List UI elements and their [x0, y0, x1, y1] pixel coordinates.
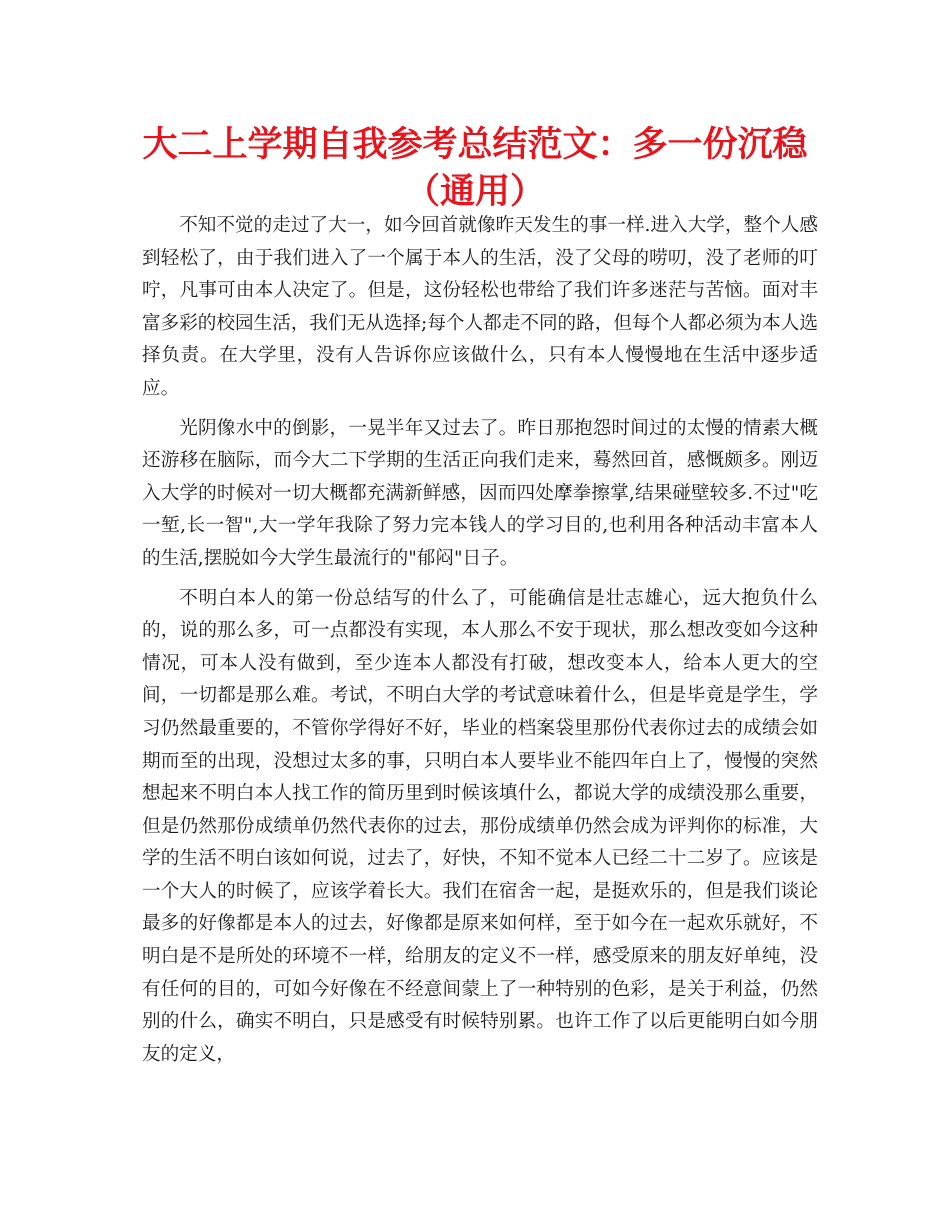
document-body: [142, 210, 818, 1071]
paragraph-3: 不明白本人的第一份总结写的什么了，可能确信是壮志雄心，远大抱负什么的，说的那么多，可一点都没有实现，本人那么不安于现状，那么想改变如今这种情况，可本人没有做到，至少连本人都没有打破，想改变本人，给本人更大的空间，一切都是那么难。考试，不明白大学的考试意味着什么，但是毕竟是学生，学习仍然最重要的，不管你学得好不好，毕业的档案袋里那份代表你过去的成绩会如期而至的出现，没想过太多的事，只明白本人要毕业不能四年白上了，慢慢的突然想起来不明白本人找工作的简历里到时候该填什么，都说大学的成绩没那么重要，但是仍然那份成绩单仍然代表你的过去，那份成绩单仍然会成为评判你的标准，大学的生活不明白该如何说，过去了，好快，不知不觉本人已经二十二岁了。应该是一个大人的时候了，应该学着长大。我们在宿舍一起，是挺欢乐的，但是我们谈论最多的好像都是本人的过去，好像都是原来如何样，至于如今在一起欢乐就好，不明白是不是所处的环境不一样，给朋友的定义不一样，感受原来的朋友好单纯，没有任何的目的，可如今好像在不经意间蒙上了一种特别的色彩，是关于利益，仍然别的什么，确实不明白，只是感受有时候特别累。也许工作了以后更能明白如今朋友的定义，: [142, 587, 818, 1065]
paragraph-2: 光阴像水中的倒影，一晃半年又过去了。昨日那抱怨时间过的太慢的情素大概还游移在脑际，而今大二下学期的生活正向我们走来，蓦然回首，感慨颇多。刚迈入大学的时候对一切大概都充满新鲜感，因而四处摩拳擦掌,结果碰壁较多.不过"吃一堑,长一智",大一学年我除了努力完本钱人的学习目的,也利用各种活动丰富本人的生活,摆脱如今大学生最流行的"郁闷"日子。: [142, 417, 818, 569]
paragraph-1: 不知不觉的走过了大一，如今回首就像昨天发生的事一样.进入大学，整个人感到轻松了，由于我们进入了一个属于本人的生活，没了父母的唠叨，没了老师的叮咛，凡事可由本人决定了。但是，这份轻松也带给了我们许多迷茫与苦恼。面对丰富多彩的校园生活，我们无从选择;每个人都走不同的路，但每个人都必须为本人选择负责。在大学里，没有人告诉你应该做什么，只有本人慢慢地在生活中逐步适应。: [142, 215, 818, 399]
document-title: 大二上学期自我参考总结范文：多一份沉稳（通用）: [142, 125, 808, 212]
